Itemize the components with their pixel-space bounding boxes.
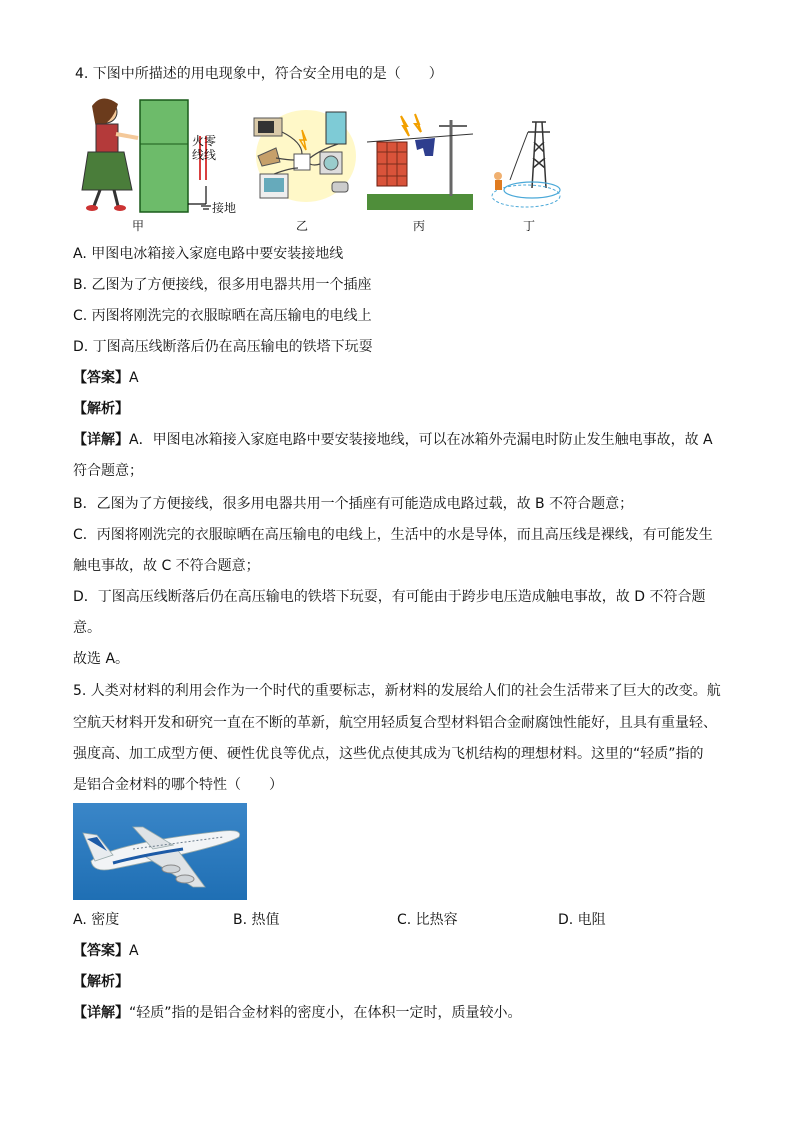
q4-conclusion: 故选 A。 [73,651,130,667]
q4-option-b: B. 乙图为了方便接线，很多用电器共用一个插座 [73,277,372,293]
q4-detail-line-4: C．丙图将刚洗完的衣服晾晒在高压输电的电线上，生活中的水是导体，而且高压线是裸线，有可能发生 [73,527,713,543]
figure-yi-overloaded-socket [250,102,362,208]
q5-stem-line-1: 5. 人类对材料的利用会作为一个时代的重要标志，新材料的发展给人们的社会生活带来了巨大的改变。航 [73,683,721,699]
q5-detail-label: 【详解】 [73,1005,129,1021]
label-line-2: 线 [204,148,217,162]
label-line-1: 线 [192,148,205,162]
q5-stem-line-2: 空航天材料开发和研究一直在不断的革新，航空用轻质复合型材料铝合金耐腐蚀性能好，且具有重量轻、 [73,715,717,731]
figure-jia-refrigerator [72,94,242,216]
q4-detail-line-7: 意。 [73,620,101,636]
q5-option-b: B. 热值 [233,912,280,928]
q4-analysis-label: 【解析】 [73,401,129,417]
q4-option-c: C. 丙图将刚洗完的衣服晾晒在高压输电的电线上 [73,308,372,324]
q4-detail-line-6: D．丁图高压线断落后仍在高压输电的铁塔下玩耍，有可能由于跨步电压造成触电事故，故 D 不符合题 [73,589,706,605]
airplane-photo [73,803,247,900]
q5-option-d: D. 电阻 [558,912,606,928]
q5-analysis-label: 【解析】 [73,974,129,990]
q4-detail-text-1: A．甲图电冰箱接入家庭电路中要安装接地线，可以在冰箱外壳漏电时防止发生触电事故，故 A [129,432,713,448]
label-zero: 零 [204,134,217,148]
caption-yi: 乙 [296,219,309,233]
q4-stem: 4. 下图中所描述的用电现象中，符合安全用电的是（ ） [75,66,443,82]
label-fire: 火 [192,134,205,148]
q5-stem-line-4: 是铝合金材料的哪个特性（ ） [73,777,283,793]
q4-option-d: D. 丁图高压线断落后仍在高压输电的铁塔下玩耍 [73,339,373,355]
q4-option-a: A. 甲图电冰箱接入家庭电路中要安装接地线 [73,246,344,262]
q5-stem-line-3: 强度高、加工成型方便、硬性优良等优点，这些优点使其成为飞机结构的理想材料。这里的“轻质”指的 [73,746,704,762]
q4-detail-label: 【详解】 [73,432,129,448]
q5-answer-value: A [129,943,139,959]
q4-detail-line-2: 符合题意； [73,463,143,479]
q4-detail-line-5: 触电事故，故 C 不符合题意； [73,558,260,574]
caption-bing: 丙 [413,219,426,233]
caption-jia: 甲 [132,219,145,233]
figure-ding-tower [488,118,566,210]
q5-answer [73,941,139,961]
q5-detail [73,1003,522,1023]
figure-bing-clothes-on-wire [367,112,473,210]
q5-detail-text: “轻质”指的是铝合金材料的密度小，在体积一定时，质量较小。 [129,1005,522,1021]
q4-detail-line-1 [73,430,713,450]
caption-ding: 丁 [523,219,536,233]
q4-detail-line-3: B．乙图为了方便接线，很多用电器共用一个插座有可能造成电路过载，故 B 不符合题意； [73,496,634,512]
q4-answer-value: A [129,370,139,386]
q5-option-c: C. 比热容 [397,912,458,928]
q4-answer [73,368,139,388]
q5-answer-label: 【答案】 [73,943,129,959]
label-ground: 接地 [212,201,237,215]
q4-answer-label: 【答案】 [73,370,129,386]
q5-option-a: A. 密度 [73,912,120,928]
